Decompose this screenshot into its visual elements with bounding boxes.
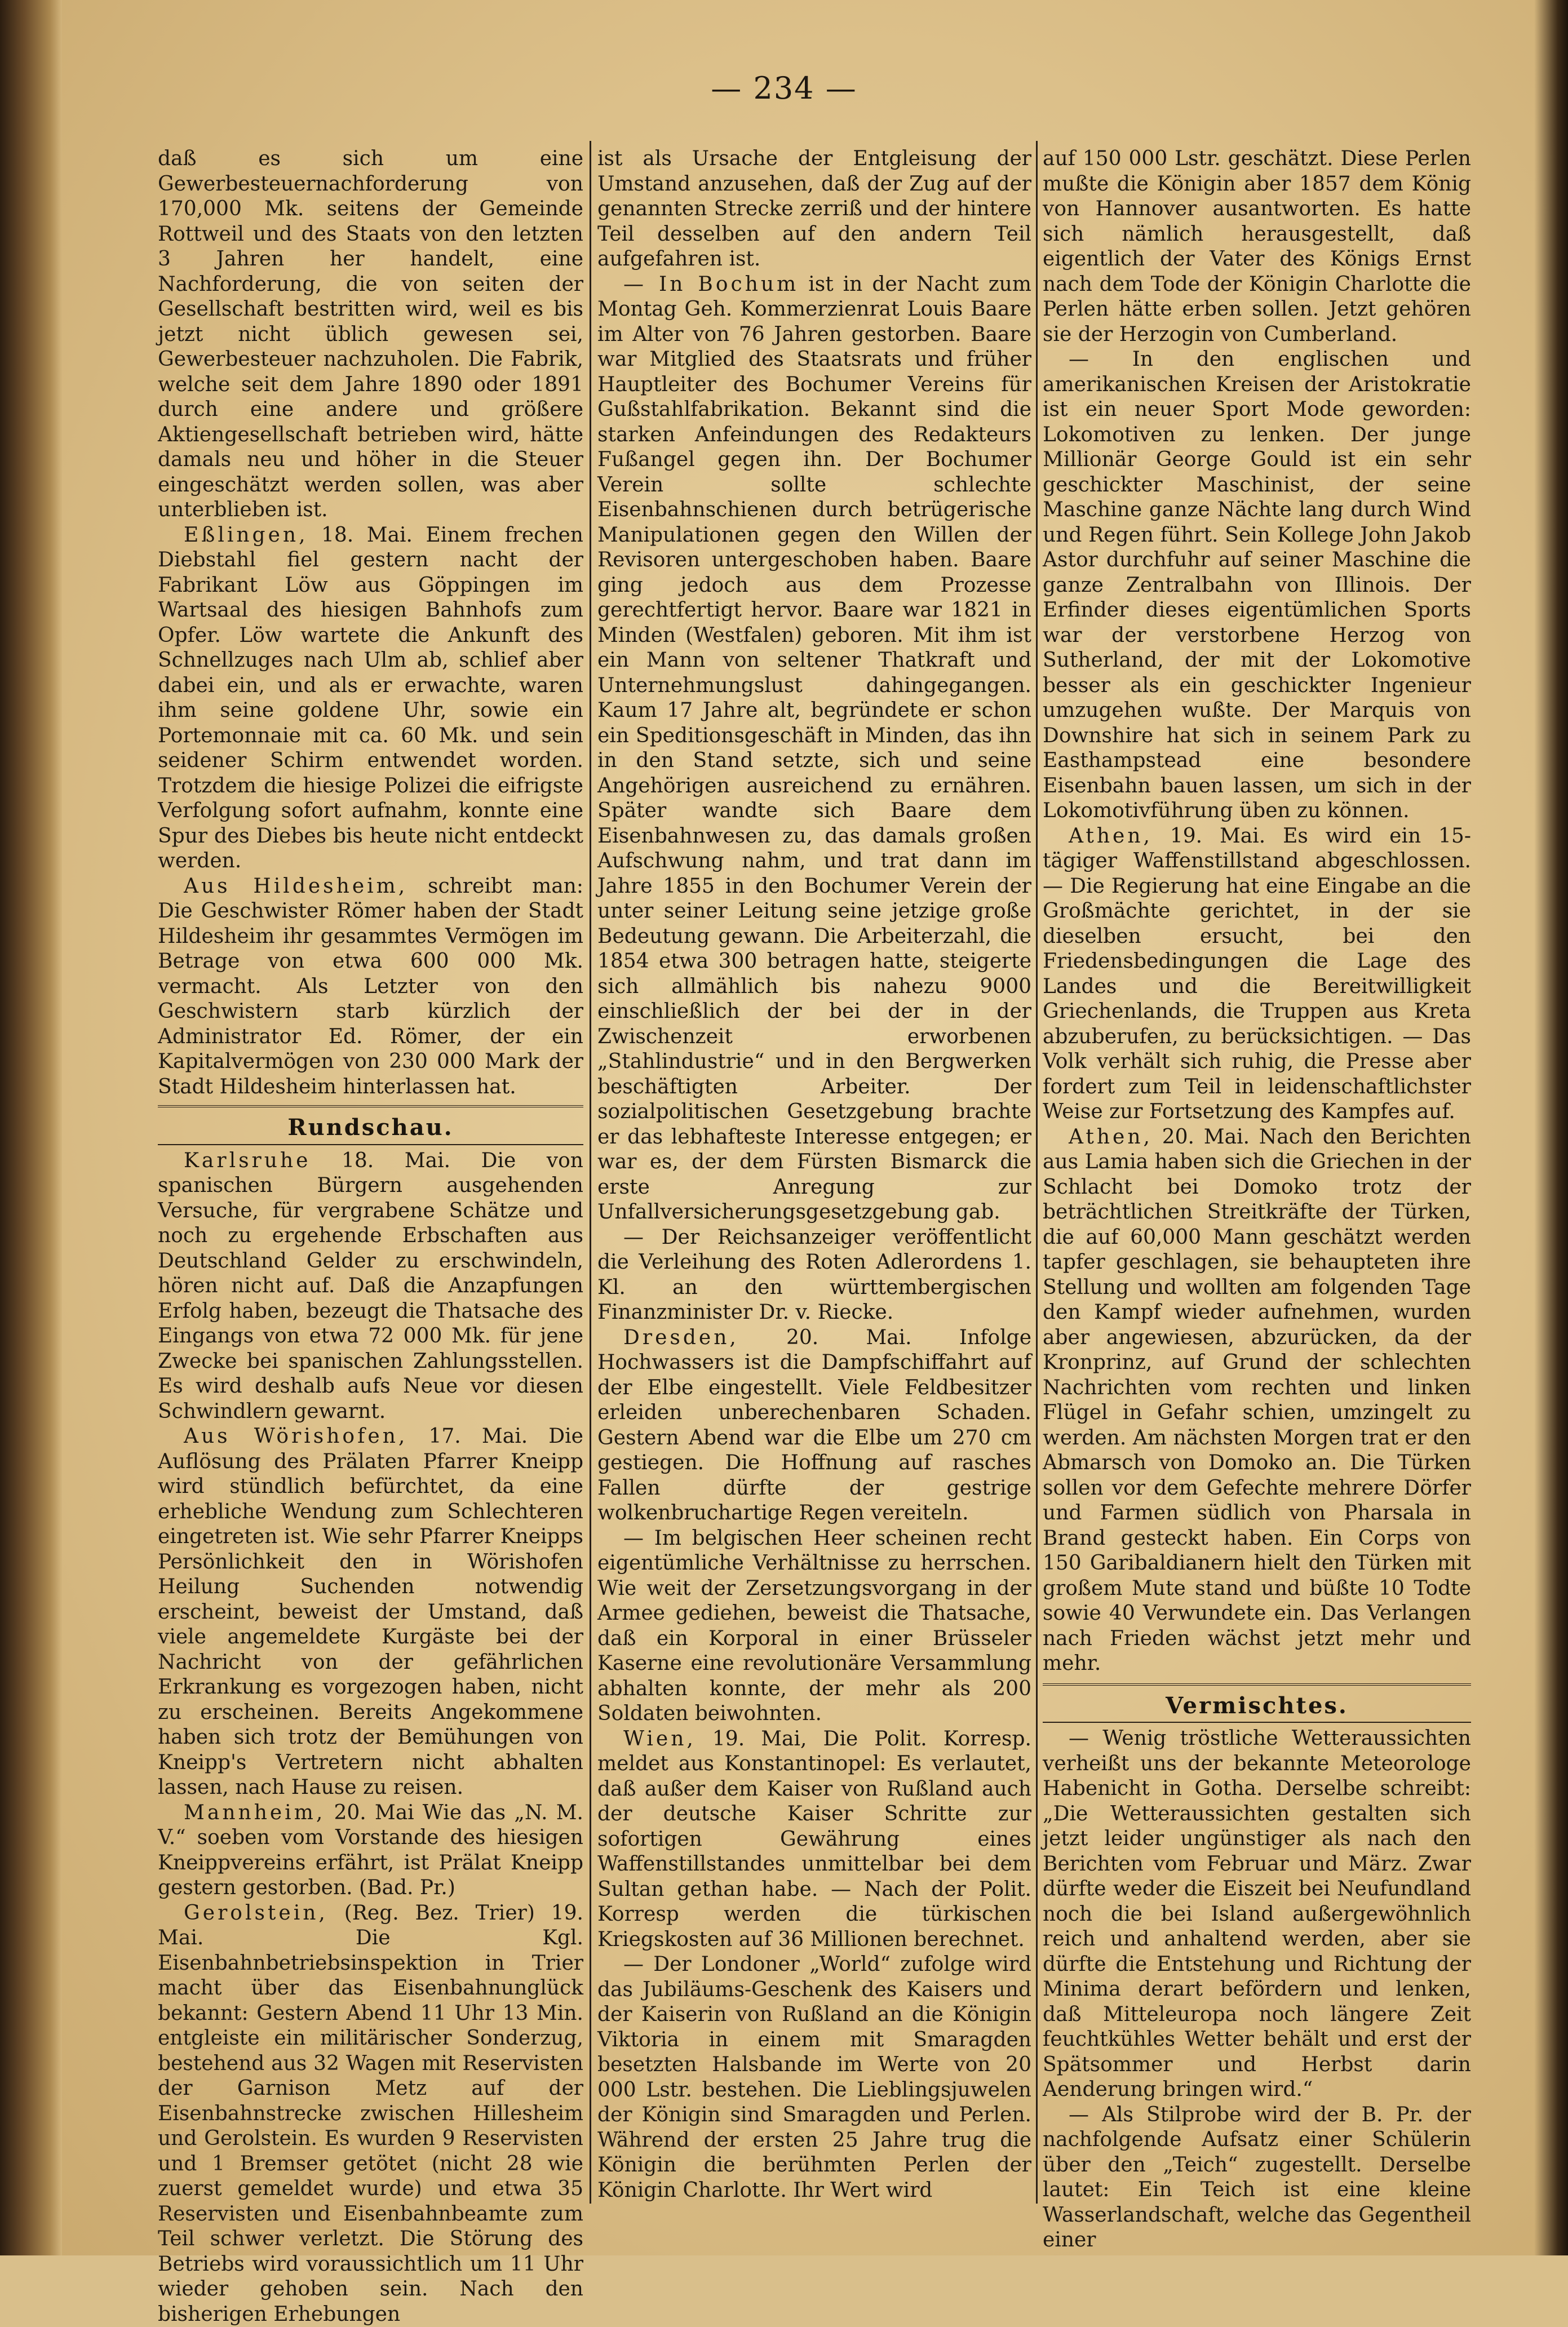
page-number: — 234 — [0,70,1568,116]
column-3 [1043,147,1471,2204]
section-divider [1043,1683,1471,1686]
dateline: Aus Wörishofen, [184,1425,407,1448]
section-title-vermischtes: Vermischtes. [1043,1694,1471,1719]
dateline: Dresden, [623,1326,739,1349]
article-text: — Wenig tröstliche Wetteraussichten verheißt uns der bekannte Meteorologe Habenicht in Gotha. Derselbe schreibt: „Die Wetteraussichten gestalten sich jetzt leider ungünstiger als nach den Berichten vom Februar und März. Zwar dürfte weder die Eiszeit bei Neufundland noch die bei Island außergewöhnlich reich und anhaltend werden, aber sie dürfte die Entstehung und Richtung der Minima derart befördern und lenken, daß Mitteleuropa noch längere Zeit feuchtkühles Wetter behält und erst der Spätsommer und Herbst darin Aenderung bringen wird.“ [1043,1726,1471,2103]
article-paragraph [158,1149,583,1425]
article-paragraph [597,1727,1031,1953]
article-paragraph [158,1801,583,1901]
page-edge-shadow [1534,0,1568,2255]
article-paragraph [158,523,583,874]
article-text: — Im belgischen Heer scheinen recht eigentümliche Verhältnisse zu herrschen. Wie weit der Zersetzungsvorgang in der Armee gediehen, beweist die Thatsache, daß ein Korporal in einer Brüsseler Kaserne eine revolutionäre Versammlung abhalten konnte, der mehr als 200 Soldaten beiwohnten. [597,1526,1031,1727]
section-divider [1043,1722,1471,1723]
dateline: Eßlingen, [184,524,308,547]
article-text: 17. Mai. Die Auflösung des Prälaten Pfarrer Kneipp wird stündlich befürchtet, da eine erhebliche Wendung zum Schlechteren eingetreten ist. Wie sehr Pfarrer Kneipps Persönlichkeit den in Wörishofen Heilung Suchenden notwendig erscheint, beweist der Umstand, daß viele angemeldete Kurgäste bei der Nachricht von der gefährlichen Erkrankung es vorgezogen haben, nicht zu erscheinen. Bereits Angekommene haben sich trotz der Bemühungen von Kneipp's Vertretern nicht abhalten lassen, nach Hause zu reisen. [158,1425,583,1799]
article-paragraph [158,1424,583,1801]
dateline: Athen, [1069,1125,1153,1149]
article-text: 20. Mai. Infolge Hochwassers ist die Dampfschiffahrt auf der Elbe eingestellt. Viele Feldbesitzer erleiden unberechenbaren Schaden. Gestern Abend war die Elbe um 270 cm gestiegen. Die Hoffnung auf rasches Fallen dürfte der gestrige wolkenbruchartige Regen vereiteln. [597,1326,1031,1525]
column-rule-right [1036,141,1038,2204]
article-text: (Reg. Bez. Trier) 19. Mai. Die Kgl. Eisenbahnbetriebsinspektion in Trier macht über das Eisenbahnunglück bekannt: Gestern Abend 11 Uhr 13 Min. entgleiste ein militärischer Sonderzug, bestehend aus 32 Wagen mit Reservisten der Garnison Metz auf der Eisenbahnstrecke zwischen Hillesheim und Gerolstein. Es wurden 9 Reservisten und 1 Bremser getötet (nicht 28 wie zuerst gemeldet wurde) und etwa 35 Reservisten und Eisenbahnbeamte zum Teil schwer verletzt. Die Störung des Betriebs wird voraussichtlich um 11 Uhr wieder gehoben sein. Nach den bisherigen Erhebungen [158,1902,583,2326]
dateline: Gerolstein, [184,1902,328,1925]
article-text: daß es sich um eine Gewerbesteuernachforderung von 170,000 Mk. seitens der Gemeinde Rottweil und des Staats von den letzten 3 Jahren her handelt, eine Nachforderung, die von seiten der Gesellschaft bestritten wird, weil es bis jetzt nicht üblich gewesen sei, Gewerbesteuer nachzuholen. Die Fabrik, welche seit dem Jahre 1890 oder 1891 durch eine andere und größere Aktiengesellschaft betrieben wird, hätte damals neu und höher in die Steuer eingeschätzt werden sollen, was aber unterblieben ist. [158,147,583,523]
dateline: Mannheim, [184,1801,325,1824]
article-paragraph [158,1901,583,2327]
column-rule-left [590,141,591,2204]
dateline: Karlsruhe [184,1149,311,1172]
dateline: Aus Hildesheim, [184,875,407,898]
article-text: 19. Mai. Es wird ein 15-tägiger Waffenstillstand abgeschlossen. — Die Regierung hat eine Eingabe an die Großmächte gerichtet, in der sie dieselben ersucht, bei den Friedensbedingungen die Lage des Landes und die Bereitwilligkeit Griechenlands, die Truppen aus Kreta abzuberufen, zu berücksichtigen. — Das Volk verhält sich ruhig, die Presse aber fordert zum Teil in leidenschaftlichster Weise zur Fortsetzung des Kampfes auf. [1043,825,1471,1124]
section-divider [158,1144,583,1145]
article-paragraph [1043,824,1471,1125]
article-text: 18. Mai. Einem frechen Diebstahl fiel gestern nacht der Fabrikant Löw aus Göppingen im Wartsaal des hiesigen Bahnhofs zum Opfer. Löw wartete die Ankunft des Schnellzuges nach Ulm ab, schlief aber dabei ein, und als er erwachte, waren ihm seine goldene Uhr, sowie ein Portemonnaie mit ca. 60 Mk. und sein seidener Schirm entwendet worden. Trotzdem die hiesige Polizei die eifrigste Verfolgung sofort aufnahm, konnte eine Spur des Diebes bis heute nicht entdeckt werden. [158,524,583,873]
article-text: schreibt man: Die Geschwister Römer haben der Stadt Hildesheim ihr gesammtes Vermögen im Betrage von etwa 600 000 Mk. vermacht. Als Letzter von den Geschwistern starb kürzlich der Administrator Ed. Römer, der ein Kapitalvermögen von 230 000 Mark der Stadt Hildesheim hinterlassen hat. [158,875,583,1098]
article-paragraph [158,874,583,1100]
article-text: — Der Londoner „World“ zufolge wird das Jubiläums-Geschenk des Kaisers und der Kaiserin von Rußland an die Königin Viktoria in einem mit Smaragden besetzten Halsbande im Werte von 20 000 Lstr. bestehen. Die Lieblingsjuwelen der Königin sind Smaragden und Perlen. Während der ersten 25 Jahre trug die Königin die berühmten Perlen der Königin Charlotte. Ihr Wert wird [597,1952,1031,2203]
column-1 [158,147,583,2204]
section-title-rundschau: Rundschau. [158,1115,583,1141]
article-text: — Der Reichsanzeiger veröffentlicht die Verleihung des Roten Adlerordens 1. Kl. an den württembergischen Finanzminister Dr. v. Riecke. [597,1225,1031,1326]
article-paragraph [597,272,1031,1225]
article-text: 18. Mai. Die von spanischen Bürgern ausgehenden Versuche, für vergrabene Schätze und noch zu ergehende Erbschaften aus Deutschland Gelder zu erschwindeln, hören nicht auf. Daß die Anzapfungen Erfolg haben, bezeugt die Thatsache des Eingangs von etwa 72 000 Mk. für jene Zwecke bei spanischen Zahlungsstellen. Es wird deshalb aufs Neue vor diesen Schwindlern gewarnt. [158,1149,583,1423]
article-text: 19. Mai, Die Polit. Korresp. meldet aus Konstantinopel: Es verlautet, daß außer dem Kaiser von Rußland auch der deutsche Kaiser Schritte zur sofortigen Gewährung eines Waffenstillstandes unmittelbar bei dem Sultan gethan habe. — Nach der Polit. Korresp werden die türkischen Kriegskosten auf 36 Millionen berechnet. [597,1727,1031,1951]
article-text: — In den englischen und amerikanischen Kreisen der Aristokratie ist ein neuer Sport Mode geworden: Lokomotiven zu lenken. Der junge Millionär George Gould ist ein sehr geschickter Maschinist, der seine Maschine ganze Nächte lang durch Wind und Regen führt. Sein Kollege John Jakob Astor durchfuhr auf seiner Maschine die ganze Zentralbahn von Illinois. Der Erfinder dieses eigentümlichen Sports war der verstorbene Herzog von Sutherland, der mit der Lokomotive besser als ein geschickter Ingenieur umzugehen wußte. Der Marquis von Downshire hat sich in seinem Park zu Easthampstead eine besondere Eisenbahn bauen lassen, um sich in der Lokomotivführung üben zu können. [1043,347,1471,824]
article-text: auf 150 000 Lstr. geschätzt. Diese Perlen mußte die Königin aber 1857 dem König von Hannover ausantworten. Es hatte sich nämlich herausgestellt, daß eigentlich der Vater des Königs Ernst nach dem Tode der Königin Charlotte die Perlen hätte erben sollen. Jetzt gehören sie der Herzogin von Cumberland. [1043,147,1471,347]
article-text: 20. Mai Wie das „N. M. V.“ soeben vom Vorstande des hiesigen Kneippvereins erfährt, ist Prälat Kneipp gestern gestorben. (Bad. Pr.) [158,1801,583,1900]
article-text: ist in der Nacht zum Montag Geh. Kommerzienrat Louis Baare im Alter von 76 Jahren gestorben. Baare war Mitglied des Staatsrats und früher Hauptleiter des Bochumer Vereins für Gußstahlfabrikation. Bekannt sind die starken Anfeindungen des Redakteurs Fußangel gegen ihn. Der Bochumer Verein sollte schlechte Eisenbahnschienen durch betrügerische Manipulationen gegen den Willen der Revisoren untergeschoben haben. Baare ging jedoch aus dem Prozesse gerechtfertigt hervor. Baare war 1821 in Minden (Westfalen) geboren. Mit ihm ist ein Mann von seltener Thatkraft und Unternehmungslust dahingegangen. Kaum 17 Jahre alt, begründete er schon ein Speditionsgeschäft in Minden, das ihn in den Stand setzte, sich und seine Angehörigen ausreichend zu ernähren. Später wandte sich Baare dem Eisenbahnwesen zu, das damals großen Aufschwung nahm, und trat dann im Jahre 1855 in den Bochumer Verein der unter seiner Leitung seine jetzige große Bedeutung gewann. Die Arbeiterzahl, die 1854 etwa 300 betragen hatte, steigerte sich allmählich bis nahezu 9000 einschließlich der bei der in der Zwischenzeit erworbenen „Stahlindustrie“ und in den Bergwerken beschäftigten Arbeiter. Der sozialpolitischen Gesetzgebung brachte er das lebhafteste Interesse entgegen; er war es, der dem Fürsten Bismarck die erste Anregung zur Unfallversicherungsgesetzgebung gab. [597,273,1031,1224]
dateline: — In Bochum [623,273,799,296]
article-paragraph [1043,1125,1471,1677]
dateline: Athen, [1069,825,1153,848]
article-text: ist als Ursache der Entgleisung der Umstand anzusehen, daß der Zug auf der genannten Strecke zerriß und der hintere Teil desselben auf den andern Teil aufgefahren ist. [597,147,1031,272]
article-text: — Als Stilprobe wird der B. Pr. der nachfolgende Aufsatz einer Schülerin über den „Teich“ zugestellt. Derselbe lautet: Ein Teich ist eine kleine Wasserlandschaft, welche das Gegentheil einer [1043,2103,1471,2253]
column-2 [597,147,1031,2204]
article-paragraph [597,1326,1031,1526]
section-divider [158,1105,583,1107]
dateline: Wien, [623,1727,696,1750]
book-gutter [0,0,62,2255]
article-text: 20. Mai. Nach den Berichten aus Lamia haben sich die Griechen in der Schlacht bei Domoko trotz der beträchtlichen Streitkräfte der Türken, die auf 60,000 Mann geschätzt werden tapfer geschlagen, sie behaupteten ihre Stellung und wollten am folgenden Tage den Kampf wieder aufnehmen, wurden aber angewiesen, abzurücken, da der Kronprinz, auf Grund der schlechten Nachrichten vom rechten und linken Flügel in Gefahr schien, umzingelt zu werden. Am nächsten Morgen trat er den Abmarsch von Domoko an. Die Türken sollen vor dem Gefechte mehrere Dörfer und Farmen südlich von Pharsala in Brand gesteckt haben. Ein Corps von 150 Garibaldianern hielt den Türken mit großem Mute stand und büßte 10 Todte sowie 40 Verwundete ein. Das Verlangen nach Frieden wächst jetzt mehr und mehr. [1043,1125,1471,1676]
